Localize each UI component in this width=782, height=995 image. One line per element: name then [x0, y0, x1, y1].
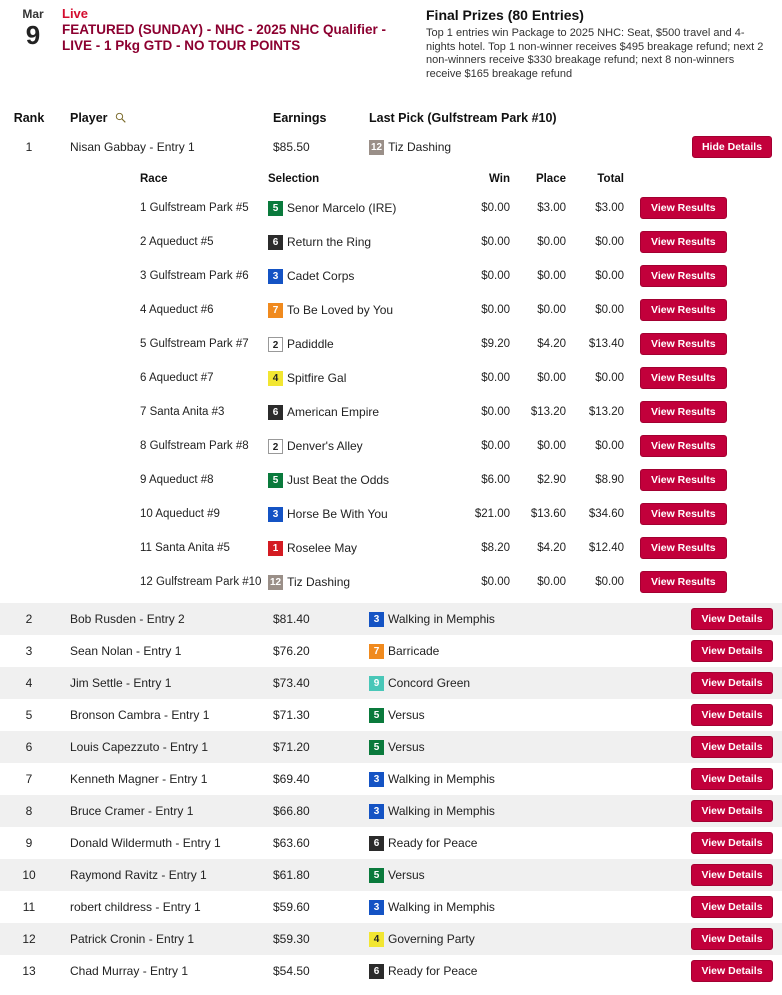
view-details-button[interactable]: View Details: [691, 608, 772, 630]
pick-win-amount: $0.00: [481, 440, 510, 452]
date-day: 9: [25, 20, 41, 50]
pick-win-amount: $0.00: [481, 576, 510, 588]
entry-last-pick: [369, 676, 682, 691]
pick-row: [0, 361, 782, 395]
pick-selection: [268, 269, 446, 284]
entry-player-name: Bronson Cambra - Entry 1: [70, 708, 210, 722]
table-row[interactable]: [0, 635, 782, 667]
contest-header: [0, 0, 782, 81]
table-row[interactable]: [0, 827, 782, 859]
last-pick-horse-name: Versus: [388, 708, 425, 722]
picks-header-row: [0, 169, 782, 191]
final-prizes-title: Final Prizes (80 Entries): [426, 7, 584, 23]
leaderboard-rows: [0, 603, 782, 987]
pick-selection: [268, 405, 446, 420]
last-pick-horse-name: Ready for Peace: [388, 836, 478, 850]
entry-last-pick: [369, 740, 682, 755]
entry-action-cell: [682, 736, 782, 758]
last-pick-horse-name: Versus: [388, 740, 425, 754]
entry-action-cell: [682, 800, 782, 822]
pick-horse-name: Spitfire Gal: [287, 371, 347, 385]
entry-earnings: $59.30: [273, 932, 310, 946]
column-header-last-pick: Last Pick (Gulfstream Park #10): [369, 111, 557, 125]
entry-earnings: $63.60: [273, 836, 310, 850]
pick-selection: [268, 371, 446, 386]
pick-place-amount: $0.00: [537, 270, 566, 282]
entry-rank: 5: [25, 708, 33, 722]
pick-action-cell: [624, 197, 734, 219]
entry-rank: 10: [22, 868, 36, 882]
pick-action-cell: [624, 401, 734, 423]
leaderboard-entry-expanded: [0, 131, 782, 603]
column-header-rank: Rank: [13, 111, 45, 125]
pick-win-amount: $9.20: [481, 338, 510, 350]
view-results-button[interactable]: View Results: [640, 265, 727, 287]
entry-action-cell: [682, 768, 782, 790]
hide-details-button[interactable]: Hide Details: [692, 136, 772, 158]
entry-action-cell: [682, 896, 782, 918]
last-pick-horse-name: Concord Green: [388, 676, 471, 690]
entry-last-pick: [369, 804, 682, 819]
saddle-cloth-number: 3: [369, 804, 384, 819]
entry-last-pick: [369, 836, 682, 851]
entry-rank: 2: [25, 612, 33, 626]
final-prizes-text: Top 1 entries win Package to 2025 NHC: Seat, $500 travel and 4-nights hotel. Top 1 non-winner receives $495 breakage refund; next 2 non-winners receive $330 breakage refund; next 8 non-winners receive $165 breakage refund: [426, 27, 764, 80]
page-title: FEATURED (SUNDAY) - NHC - 2025 NHC Qualifier - LIVE - 1 Pkg GTD - NO TOUR POINTS: [62, 22, 387, 53]
saddle-cloth-number: 5: [369, 868, 384, 883]
pick-place-amount: $0.00: [537, 576, 566, 588]
live-status-label: Live: [62, 6, 89, 21]
pick-win-amount: $0.00: [481, 202, 510, 214]
pick-race: 10 Aqueduct #9: [140, 508, 220, 520]
view-details-button[interactable]: View Details: [691, 928, 772, 950]
entry-last-pick: [369, 708, 682, 723]
saddle-cloth-number: 6: [268, 235, 283, 250]
entry-last-pick: [369, 140, 682, 155]
pick-action-cell: [624, 333, 734, 355]
last-pick-horse-name: Tiz Dashing: [388, 140, 452, 154]
search-icon[interactable]: [115, 112, 126, 126]
entry-player-name: robert childress - Entry 1: [70, 900, 201, 914]
pick-race: 9 Aqueduct #8: [140, 474, 214, 486]
entry-rank: 4: [25, 676, 33, 690]
pick-horse-name: Roselee May: [287, 541, 358, 555]
pick-race: 1 Gulfstream Park #5: [140, 202, 249, 214]
entry-picks-detail: [0, 163, 782, 603]
view-details-button[interactable]: View Details: [691, 896, 772, 918]
pick-selection: [268, 201, 446, 216]
entry-last-pick: [369, 932, 682, 947]
entry-last-pick: [369, 900, 682, 915]
last-pick-horse-name: Governing Party: [388, 932, 475, 946]
saddle-cloth-number: 5: [268, 473, 283, 488]
pick-selection: [268, 235, 446, 250]
column-header-earnings: Earnings: [273, 111, 327, 125]
entry-rank: 13: [22, 964, 36, 978]
pick-win-amount: $0.00: [481, 406, 510, 418]
pick-action-cell: [624, 503, 734, 525]
pick-action-cell: [624, 435, 734, 457]
entry-player-name: Raymond Ravitz - Entry 1: [70, 868, 207, 882]
entry-rank: 6: [25, 740, 33, 754]
saddle-cloth-number: 3: [268, 507, 283, 522]
pick-action-cell: [624, 571, 734, 593]
view-details-button[interactable]: View Details: [691, 736, 772, 758]
entry-action-cell: [682, 704, 782, 726]
entry-player-name: Nisan Gabbay - Entry 1: [70, 140, 195, 154]
entry-action-cell: [682, 136, 782, 158]
entry-rank: 12: [22, 932, 36, 946]
pick-row: [0, 497, 782, 531]
entry-rank: 11: [22, 900, 36, 914]
pick-total-amount: $0.00: [595, 440, 624, 452]
pick-race: 5 Gulfstream Park #7: [140, 338, 249, 350]
saddle-cloth-number: 6: [369, 836, 384, 851]
pick-selection: [268, 507, 446, 522]
leaderboard-header-row: [0, 105, 782, 131]
entry-rank: 7: [25, 772, 33, 786]
view-details-button[interactable]: View Details: [691, 800, 772, 822]
entry-player-name: Jim Settle - Entry 1: [70, 676, 172, 690]
entry-action-cell: [682, 608, 782, 630]
entry-rank: 8: [25, 804, 33, 818]
pick-race: 11 Santa Anita #5: [140, 542, 230, 554]
pick-place-amount: $0.00: [537, 236, 566, 248]
pick-horse-name: American Empire: [287, 405, 380, 419]
view-results-button[interactable]: View Results: [640, 299, 727, 321]
pick-place-amount: $0.00: [537, 372, 566, 384]
table-row[interactable]: [0, 699, 782, 731]
saddle-cloth-number: 3: [369, 612, 384, 627]
entry-last-pick: [369, 964, 682, 979]
column-header-player-label: Player: [70, 111, 108, 125]
last-pick-horse-name: Walking in Memphis: [388, 612, 495, 626]
entry-player-name: Sean Nolan - Entry 1: [70, 644, 182, 658]
saddle-cloth-number: 3: [268, 269, 283, 284]
entry-earnings: $71.20: [273, 740, 310, 754]
entry-action-cell: [682, 960, 782, 982]
pick-selection: [268, 541, 446, 556]
view-details-button[interactable]: View Details: [691, 960, 772, 982]
pick-action-cell: [624, 469, 734, 491]
pick-total-amount: $8.90: [595, 474, 624, 486]
table-row[interactable]: [0, 667, 782, 699]
pick-row: [0, 531, 782, 565]
entry-rank: 9: [25, 836, 33, 850]
pick-win-amount: $0.00: [481, 304, 510, 316]
entry-earnings: $66.80: [273, 804, 310, 818]
saddle-cloth-number: 1: [268, 541, 283, 556]
pick-horse-name: Return the Ring: [287, 235, 372, 249]
saddle-cloth-number: 6: [369, 964, 384, 979]
entry-player-name: Bob Rusden - Entry 2: [70, 612, 185, 626]
page-bottom-spacer: [0, 987, 782, 995]
pick-selection: [268, 575, 446, 590]
pick-row: [0, 565, 782, 599]
saddle-cloth-number: 4: [268, 371, 283, 386]
picks-body: [0, 191, 782, 599]
entry-earnings: $69.40: [273, 772, 310, 786]
pick-selection: [268, 473, 446, 488]
pick-horse-name: To Be Loved by You: [287, 303, 394, 317]
entry-player-name: Louis Capezzuto - Entry 1: [70, 740, 209, 754]
entry-action-cell: [682, 928, 782, 950]
saddle-cloth-number: 7: [268, 303, 283, 318]
pick-row: [0, 463, 782, 497]
view-results-button[interactable]: View Results: [640, 435, 727, 457]
entry-last-pick: [369, 644, 682, 659]
pick-race: 6 Aqueduct #7: [140, 372, 214, 384]
table-row[interactable]: [0, 859, 782, 891]
view-details-button[interactable]: View Details: [691, 640, 772, 662]
pick-total-amount: $13.20: [588, 406, 624, 418]
pick-total-amount: $3.00: [595, 202, 624, 214]
contest-title-block: [56, 6, 412, 81]
pick-total-amount: $12.40: [588, 542, 624, 554]
view-results-button[interactable]: View Results: [640, 469, 727, 491]
picks-column-header-win: Win: [489, 173, 510, 185]
entry-earnings: $76.20: [273, 644, 310, 658]
view-results-button[interactable]: View Results: [640, 537, 727, 559]
pick-place-amount: $2.90: [537, 474, 566, 486]
pick-place-amount: $0.00: [537, 440, 566, 452]
pick-selection: [268, 439, 446, 454]
table-row[interactable]: [0, 131, 782, 163]
pick-total-amount: $0.00: [595, 372, 624, 384]
table-row[interactable]: [0, 763, 782, 795]
pick-row: [0, 327, 782, 361]
pick-place-amount: $3.00: [537, 202, 566, 214]
last-pick-horse-name: Versus: [388, 868, 425, 882]
pick-total-amount: $0.00: [595, 236, 624, 248]
view-results-button[interactable]: View Results: [640, 571, 727, 593]
pick-race: 7 Santa Anita #3: [140, 406, 225, 418]
saddle-cloth-number: 2: [268, 337, 283, 352]
entry-last-pick: [369, 868, 682, 883]
entry-player-name: Kenneth Magner - Entry 1: [70, 772, 208, 786]
pick-race: 2 Aqueduct #5: [140, 236, 214, 248]
saddle-cloth-number: 4: [369, 932, 384, 947]
pick-action-cell: [624, 231, 734, 253]
pick-action-cell: [624, 367, 734, 389]
date-month: Mar: [22, 7, 44, 21]
table-row[interactable]: [0, 795, 782, 827]
saddle-cloth-number: 12: [270, 576, 282, 588]
table-row[interactable]: [0, 955, 782, 987]
entry-last-pick: [369, 612, 682, 627]
pick-total-amount: $0.00: [595, 304, 624, 316]
pick-action-cell: [624, 265, 734, 287]
saddle-cloth-number: 5: [268, 201, 283, 216]
view-details-button[interactable]: View Details: [691, 832, 772, 854]
pick-total-amount: $13.40: [588, 338, 624, 350]
view-results-button[interactable]: View Results: [640, 503, 727, 525]
pick-horse-name: Tiz Dashing: [287, 575, 351, 589]
view-results-button[interactable]: View Results: [640, 197, 727, 219]
pick-race: 4 Aqueduct #6: [140, 304, 214, 316]
pick-selection: [268, 337, 446, 352]
table-row[interactable]: [0, 731, 782, 763]
saddle-cloth-number: 3: [369, 772, 384, 787]
pick-race: 8 Gulfstream Park #8: [140, 440, 249, 452]
view-results-button[interactable]: View Results: [640, 401, 727, 423]
entry-action-cell: [682, 832, 782, 854]
picks-column-header-place: Place: [535, 173, 566, 185]
pick-place-amount: $4.20: [537, 542, 566, 554]
contest-date: [10, 6, 56, 81]
pick-row: [0, 429, 782, 463]
entry-rank: 3: [25, 644, 33, 658]
pick-horse-name: Cadet Corps: [287, 269, 355, 283]
last-pick-horse-name: Walking in Memphis: [388, 772, 495, 786]
pick-horse-name: Padiddle: [287, 337, 334, 351]
saddle-cloth-number: 6: [268, 405, 283, 420]
view-details-button[interactable]: View Details: [691, 704, 772, 726]
pick-row: [0, 259, 782, 293]
pick-place-amount: $4.20: [537, 338, 566, 350]
entry-player-name: Bruce Cramer - Entry 1: [70, 804, 194, 818]
entry-earnings: $61.80: [273, 868, 310, 882]
entry-earnings: $54.50: [273, 964, 310, 978]
view-results-button[interactable]: View Results: [640, 333, 727, 355]
view-details-button[interactable]: View Details: [691, 864, 772, 886]
saddle-cloth-number: 9: [369, 676, 384, 691]
saddle-cloth-number: 5: [369, 708, 384, 723]
pick-win-amount: $6.00: [481, 474, 510, 486]
column-header-player: [58, 111, 273, 125]
entry-earnings: $81.40: [273, 612, 310, 626]
pick-win-amount: $21.00: [474, 508, 510, 520]
entry-action-cell: [682, 864, 782, 886]
last-pick-horse-name: Walking in Memphis: [388, 804, 495, 818]
picks-column-header-race: Race: [140, 173, 168, 185]
entry-earnings: $71.30: [273, 708, 310, 722]
pick-place-amount: $13.20: [530, 406, 566, 418]
pick-win-amount: $8.20: [481, 542, 510, 554]
pick-row: [0, 191, 782, 225]
entry-player-name: Donald Wildermuth - Entry 1: [70, 836, 221, 850]
pick-race: 12 Gulfstream Park #10: [140, 576, 262, 588]
saddle-cloth-number: 5: [369, 740, 384, 755]
entry-action-cell: [682, 672, 782, 694]
entry-player-name: Patrick Cronin - Entry 1: [70, 932, 195, 946]
pick-horse-name: Horse Be With You: [287, 507, 388, 521]
entry-earnings: $59.60: [273, 900, 310, 914]
saddle-cloth-number: 12: [371, 141, 383, 153]
pick-row: [0, 225, 782, 259]
view-results-button[interactable]: View Results: [640, 231, 727, 253]
entry-rank: 1: [25, 140, 33, 154]
entry-earnings: $73.40: [273, 676, 310, 690]
saddle-cloth-number: 2: [268, 439, 283, 454]
table-row[interactable]: [0, 923, 782, 955]
picks-column-header-total: Total: [597, 173, 624, 185]
view-details-button[interactable]: View Details: [691, 768, 772, 790]
final-prizes-block: [412, 6, 772, 81]
picks-column-header-action: [624, 173, 734, 185]
pick-horse-name: Denver's Alley: [287, 439, 363, 453]
pick-selection: [268, 303, 446, 318]
entry-player-name: Chad Murray - Entry 1: [70, 964, 189, 978]
pick-total-amount: $34.60: [588, 508, 624, 520]
last-pick-horse-name: Barricade: [388, 644, 440, 658]
pick-race: 3 Gulfstream Park #6: [140, 270, 249, 282]
saddle-cloth-number: 7: [369, 644, 384, 659]
pick-action-cell: [624, 299, 734, 321]
pick-win-amount: $0.00: [481, 372, 510, 384]
pick-row: [0, 395, 782, 429]
saddle-cloth-number: 3: [369, 900, 384, 915]
pick-horse-name: Just Beat the Odds: [287, 473, 390, 487]
table-row[interactable]: [0, 603, 782, 635]
table-row[interactable]: [0, 891, 782, 923]
pick-win-amount: $0.00: [481, 236, 510, 248]
pick-total-amount: $0.00: [595, 576, 624, 588]
pick-place-amount: $13.60: [530, 508, 566, 520]
entry-last-pick: [369, 772, 682, 787]
pick-place-amount: $0.00: [537, 304, 566, 316]
pick-total-amount: $0.00: [595, 270, 624, 282]
picks-column-header-selection: Selection: [268, 173, 320, 185]
pick-horse-name: Senor Marcelo (IRE): [287, 201, 397, 215]
entry-earnings: $85.50: [273, 140, 310, 154]
entry-action-cell: [682, 640, 782, 662]
view-details-button[interactable]: View Details: [691, 672, 772, 694]
last-pick-horse-name: Ready for Peace: [388, 964, 478, 978]
last-pick-horse-name: Walking in Memphis: [388, 900, 495, 914]
view-results-button[interactable]: View Results: [640, 367, 727, 389]
pick-win-amount: $0.00: [481, 270, 510, 282]
pick-action-cell: [624, 537, 734, 559]
pick-row: [0, 293, 782, 327]
